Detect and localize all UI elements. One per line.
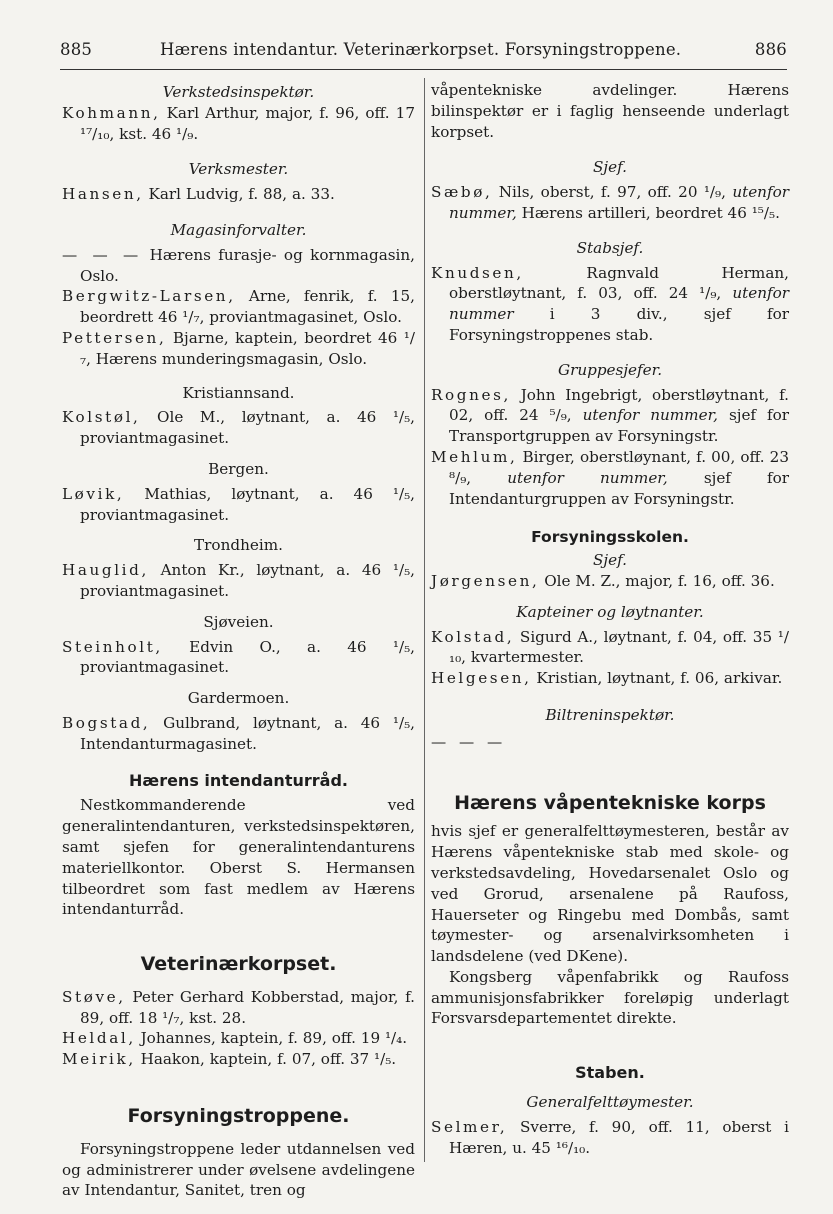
entry-text: Birger, oberstløynant, f. 00, off. 23 ⁸/₉, <box>449 447 789 487</box>
entry-name: Mehlum, <box>431 447 518 466</box>
entry-text: Ragnvald Herman, oberstløytnant, f. 03, off. 24 ¹/₉, <box>449 263 789 303</box>
section-title: Verksmester. <box>188 160 289 179</box>
entry-text: Anton Kr., løytnant, a. 46 ¹/₅, proviantmagasinet. <box>80 561 415 600</box>
paragraph: Forsyningstroppene leder utdannelsen ved og administrerer under øvelsene avdelingene av Intendantur, Sanitet, tren og <box>62 1139 415 1200</box>
entry-name: Jørgensen, <box>431 571 540 590</box>
section-title: Magasinforvalter. <box>170 220 307 239</box>
entry-text: Mathias, løytnant, a. 46 ¹/₅, proviantmagasinet. <box>80 484 416 524</box>
section-heading: Forsyningstroppene. <box>127 1105 350 1128</box>
entry-text: i 3 div., sjef for Forsyningstroppenes stab. <box>449 305 789 344</box>
entry-italic: utenfor nummer, <box>582 406 718 425</box>
section-heading: Hærens våpentekniske korps <box>454 791 766 814</box>
entry-name: Heldal, <box>62 1029 136 1048</box>
section-heading: Staben. <box>575 1063 645 1083</box>
entry-name: Støve, <box>62 987 126 1006</box>
entry-name: Steinholt, <box>62 637 163 656</box>
entry-text: Karl Ludvig, f. 88, a. 33. <box>148 185 335 204</box>
entry-name: Hauglid, <box>62 561 149 580</box>
left-column <box>62 80 415 1201</box>
entry <box>431 182 789 224</box>
section-title: Stabsjef. <box>576 238 644 257</box>
entry-text: Bjarne, kaptein, beordret 46 ¹/₇, Hærens munderingsmagasin, Oslo. <box>80 328 415 368</box>
entry <box>431 447 789 509</box>
entry-text: John Ingebrigt, oberstløytnant, f. 02, off. 24 ⁵/₉, <box>449 385 789 425</box>
entry <box>62 484 415 526</box>
entry-name: Rognes, <box>431 385 511 404</box>
place-heading: Gardermoen. <box>187 689 290 708</box>
place-heading: Bergen. <box>208 459 269 478</box>
paragraph: Nestkommanderende ved generalintendanturen, verkstedsinspektøren, samt sjefen for generalintendanturens materiellkontor. Oberst S. Hermansen tilbeordret som fast medlem av Hærens intendanturråd. <box>62 796 415 919</box>
section-title: Kapteiner og løytnanter. <box>516 602 704 621</box>
section-title: Gruppesjefer. <box>557 360 663 379</box>
entry <box>62 407 415 449</box>
page-number-left: 885 <box>60 40 93 59</box>
entry-name: Kohmann, <box>62 103 161 122</box>
entry <box>431 263 789 346</box>
entry-text: Sverre, f. 90, off. 11, oberst i Hæren, u. 45 ¹⁶/₁₀. <box>449 1117 789 1157</box>
entry-text: Ole M. Z., major, f. 16, off. 36. <box>544 571 775 590</box>
entry <box>431 668 789 689</box>
entry-text: sjef for Intendanturgruppen av Forsyningstr. <box>449 468 790 508</box>
paragraph: hvis sjef er generalfelttøymesteren, består av Hærens våpentekniske stab med skole- og verkstedsavdeling, Hovedarsenalet Oslo og ved Grorud, arsenalene på Raufoss, Hauerseter og Ringebu med Dombås, samt tøymester- og arsenalvirksomheten i landsdelene (ved DKene). <box>431 822 789 966</box>
entry-text: Haakon, kaptein, f. 07, off. 37 ¹/₅. <box>140 1050 397 1069</box>
entry-name: Bergwitz-Larsen, <box>62 287 236 306</box>
entry-text: Arne, fenrik, f. 15, beordrett 46 ¹/₇, proviantmagasinet, Oslo. <box>80 287 415 327</box>
entry-dash: — — — <box>431 732 507 751</box>
place-heading: Sjøveien. <box>203 612 274 631</box>
entry-name: Kolstøl, <box>62 408 141 427</box>
entry <box>62 103 415 145</box>
entry-text: Peter Gerhard Kobberstad, major, f. 89, off. 18 ¹/₇, kst. 28. <box>80 987 415 1027</box>
entry <box>62 286 415 328</box>
place-heading: Kristiannsand. <box>182 383 295 402</box>
entry-text: Karl Arthur, major, f. 96, off. 17 ¹⁷/₁₀, kst. 46 ¹/₉. <box>80 103 415 143</box>
entry-text: Edvin O., a. 46 ¹/₅, proviantmagasinet. <box>80 637 415 677</box>
header-rule <box>60 69 787 70</box>
place-heading: Trondheim. <box>194 536 283 555</box>
section-heading: Veterinærkorpset. <box>140 953 337 976</box>
entry-name: Helgesen, <box>431 669 532 688</box>
entry-italic: utenfor nummer <box>449 284 790 324</box>
entry <box>62 713 415 755</box>
entry-name: Meirik, <box>62 1050 136 1069</box>
section-title: Sjef. <box>592 158 627 177</box>
entry-text: Kristian, løytnant, f. 06, arkivar. <box>536 669 783 688</box>
entry <box>62 184 415 205</box>
page-header <box>60 40 787 70</box>
entry-text: Gulbrand, løytnant, a. 46 ¹/₅, Intendanturmagasinet. <box>80 713 415 753</box>
entry <box>431 627 789 669</box>
entry <box>431 571 789 592</box>
entry-text: Sigurd A., løytnant, f. 04, off. 35 ¹/₁₀, kvartermester. <box>449 627 789 667</box>
entry-name: Sæbø, <box>431 183 493 202</box>
entry-text: sjef for Transportgruppen av Forsyningstr. <box>449 406 790 446</box>
right-column <box>431 80 789 1158</box>
entry <box>62 1049 415 1070</box>
entry <box>62 560 415 602</box>
entry-text: Nils, oberst, f. 97, off. 20 ¹/₉, <box>498 183 726 202</box>
entry-italic: utenfor nummer, <box>507 468 668 487</box>
entry-name: Hansen, <box>62 185 144 204</box>
entry-name: Bogstad, <box>62 713 151 732</box>
entry-dash: — — — <box>62 245 143 264</box>
entry-text: Ole M., løytnant, a. 46 ¹/₅, proviantmagasinet. <box>80 408 415 448</box>
entry-name: Kolstad, <box>431 627 515 646</box>
entry-name: Pettersen, <box>62 328 167 347</box>
entry <box>62 1028 415 1049</box>
entry <box>62 328 415 370</box>
section-title: Verkstedsinspektør. <box>162 83 315 101</box>
entry <box>62 637 415 679</box>
page-number-right: 886 <box>754 40 787 59</box>
entry-text: Hærens artilleri, beordret 46 ¹⁵/₅. <box>521 203 780 222</box>
entry-text: Johannes, kaptein, f. 89, off. 19 ¹/₄. <box>140 1029 408 1048</box>
paragraph: våpentekniske avdelinger. Hærens bilinspektør er i faglig henseende underlagt korpset. <box>431 81 789 141</box>
entry-italic: utenfor nummer, <box>449 183 789 222</box>
section-title: Sjef. <box>592 551 627 570</box>
entry <box>62 245 415 287</box>
section-heading: Forsyningsskolen. <box>531 528 689 547</box>
section-title: Biltreninspektør. <box>545 705 675 724</box>
entry-name: Løvik, <box>62 484 125 503</box>
running-title: Hærens intendantur. Veterinærkorpset. Forsyningstroppene. <box>160 40 682 59</box>
entry <box>62 987 415 1029</box>
entry-name: Knudsen, <box>431 263 524 282</box>
paragraph: Kongsberg våpenfabrikk og Raufoss ammunisjonsfabrikker foreløpig underlagt Forsvarsdepartementet direkte. <box>431 967 789 1028</box>
entry <box>431 385 789 447</box>
entry-text: Hærens furasje- og kornmagasin, Oslo. <box>80 245 416 285</box>
entry-name: Selmer, <box>431 1117 508 1136</box>
vacant-entry <box>431 732 789 753</box>
column-divider <box>424 78 425 1162</box>
section-title: Generalfelttøymester. <box>526 1093 694 1112</box>
section-heading: Hærens intendanturråd. <box>129 770 348 790</box>
entry <box>431 1117 789 1159</box>
